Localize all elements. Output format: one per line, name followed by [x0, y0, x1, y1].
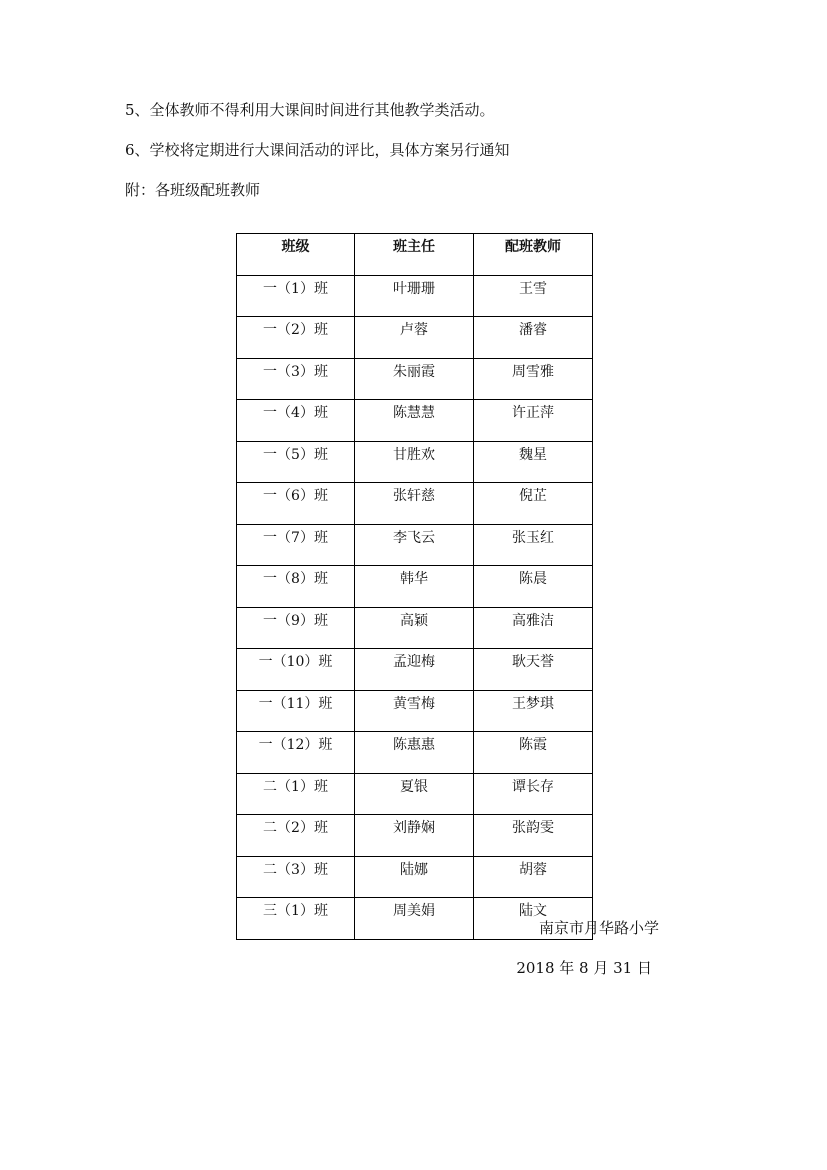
cell-class: 一（8）班: [237, 566, 355, 608]
cell-assistant-teacher: 王梦琪: [474, 690, 593, 732]
table-row: [237, 275, 593, 317]
cell-head-teacher: 陈慧慧: [355, 400, 474, 442]
table-row: [237, 773, 593, 815]
cell-head-teacher: 周美娟: [355, 898, 474, 940]
cell-assistant-teacher: 陈霞: [474, 732, 593, 774]
column-header-class: 班级: [237, 234, 355, 276]
cell-assistant-teacher: 高雅洁: [474, 607, 593, 649]
signature-organization: 南京市月华路小学: [538, 919, 659, 937]
cell-assistant-teacher: 陈晨: [474, 566, 593, 608]
table-row: [237, 607, 593, 649]
cell-assistant-teacher: 谭长存: [474, 773, 593, 815]
cell-class: 一（4）班: [237, 400, 355, 442]
paragraph-item-5: 5、全体教师不得利用大课间时间进行其他教学类活动。: [125, 101, 495, 119]
table-row: [237, 524, 593, 566]
cell-class: 一（2）班: [237, 317, 355, 359]
cell-head-teacher: 张轩慈: [355, 483, 474, 525]
cell-head-teacher: 孟迎梅: [355, 649, 474, 691]
cell-class: 三（1）班: [237, 898, 355, 940]
table-row: [237, 566, 593, 608]
cell-class: 一（5）班: [237, 441, 355, 483]
cell-assistant-teacher: 胡蓉: [474, 856, 593, 898]
cell-assistant-teacher: 陆文: [474, 898, 593, 940]
cell-head-teacher: 朱丽霞: [355, 358, 474, 400]
paragraph-item-6: 6、学校将定期进行大课间活动的评比，具体方案另行通知: [125, 141, 510, 159]
cell-assistant-teacher: 张玉红: [474, 524, 593, 566]
table-row: [237, 441, 593, 483]
table-row: [237, 317, 593, 359]
cell-assistant-teacher: 许正萍: [474, 400, 593, 442]
cell-head-teacher: 夏银: [355, 773, 474, 815]
signature-date: 2018 年 8 月 31 日: [516, 959, 652, 977]
cell-assistant-teacher: 潘睿: [474, 317, 593, 359]
cell-head-teacher: 刘静娴: [355, 815, 474, 857]
table-row: [237, 400, 593, 442]
cell-assistant-teacher: 耿天誉: [474, 649, 593, 691]
cell-head-teacher: 甘胜欢: [355, 441, 474, 483]
cell-assistant-teacher: 张韵雯: [474, 815, 593, 857]
cell-assistant-teacher: 魏星: [474, 441, 593, 483]
cell-head-teacher: 韩华: [355, 566, 474, 608]
cell-class: 二（3）班: [237, 856, 355, 898]
cell-class: 一（3）班: [237, 358, 355, 400]
cell-head-teacher: 叶珊珊: [355, 275, 474, 317]
table-header-row: [237, 234, 593, 276]
table-row: [237, 649, 593, 691]
cell-class: 一（12）班: [237, 732, 355, 774]
table-row: [237, 856, 593, 898]
cell-assistant-teacher: 倪芷: [474, 483, 593, 525]
cell-class: 一（10）班: [237, 649, 355, 691]
cell-head-teacher: 李飞云: [355, 524, 474, 566]
cell-head-teacher: 陆娜: [355, 856, 474, 898]
table-row: [237, 815, 593, 857]
cell-class: 一（9）班: [237, 607, 355, 649]
cell-assistant-teacher: 周雪雅: [474, 358, 593, 400]
cell-head-teacher: 高颖: [355, 607, 474, 649]
class-teacher-table: [236, 233, 593, 940]
cell-assistant-teacher: 王雪: [474, 275, 593, 317]
cell-class: 一（1）班: [237, 275, 355, 317]
column-header-head-teacher: 班主任: [355, 234, 474, 276]
table-row: [237, 732, 593, 774]
cell-class: 二（2）班: [237, 815, 355, 857]
cell-class: 一（11）班: [237, 690, 355, 732]
table-row: [237, 690, 593, 732]
cell-class: 一（7）班: [237, 524, 355, 566]
column-header-assistant-teacher: 配班教师: [474, 234, 593, 276]
cell-head-teacher: 陈惠惠: [355, 732, 474, 774]
cell-head-teacher: 卢蓉: [355, 317, 474, 359]
cell-head-teacher: 黄雪梅: [355, 690, 474, 732]
cell-class: 一（6）班: [237, 483, 355, 525]
cell-class: 二（1）班: [237, 773, 355, 815]
table-row: [237, 358, 593, 400]
appendix-heading: 附：各班级配班教师: [125, 181, 261, 199]
table-row: [237, 483, 593, 525]
